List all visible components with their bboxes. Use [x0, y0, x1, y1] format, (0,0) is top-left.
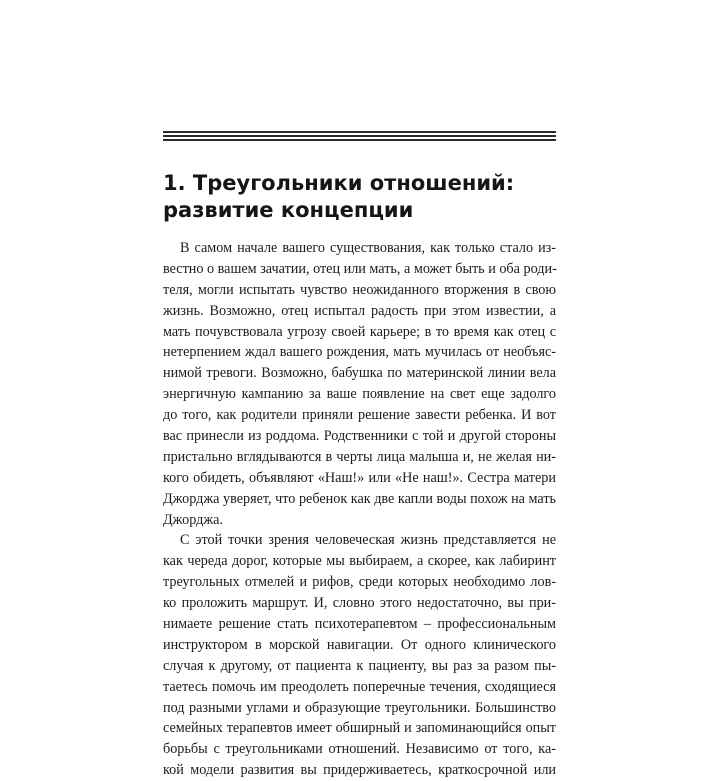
text-line: кого обидеть, объявляют «Наш!» или «Не наш!». Сестра матери — [163, 469, 556, 486]
text-line: кой модели развития вы придерживаетесь, краткосрочной или — [163, 762, 556, 779]
text-line: как череда дорог, которые мы выбираем, а скорее, как лабиринт — [163, 553, 556, 570]
rule-line — [163, 139, 556, 141]
text-line: инструктором в морской навигации. От одного клинического — [163, 636, 556, 653]
chapter-heading-line-1: 1. Треугольники отношений: — [163, 171, 515, 195]
text-line: пристально вглядываются в черты лица малыша и, не желая ни- — [163, 448, 556, 465]
chapter-top-rules — [163, 131, 556, 141]
text-line: Джорджа. — [163, 511, 223, 528]
text-line: таетесь помочь им преодолеть поперечные течения, сходящиеся — [163, 678, 556, 695]
text-line: В самом начале вашего существования, как только стало из- — [180, 240, 556, 256]
text-line: мать почувствовала угрозу своей карьере; в то время как отец с — [163, 323, 556, 340]
chapter-body — [163, 238, 556, 781]
text-line: теля, могли испытать чувство неожиданного вторжения в свою — [163, 281, 556, 298]
chapter-heading — [163, 170, 558, 224]
text-line: ко проложить маршрут. И, словно этого недостаточно, вы при- — [163, 595, 556, 612]
rule-line — [163, 135, 556, 137]
paragraph-1 — [163, 238, 556, 530]
text-line: нимаете решение стать психотерапевтом – профессиональным — [163, 616, 556, 633]
rule-line — [163, 131, 556, 133]
text-line: вестно о вашем зачатии, отец или мать, а может быть и оба роди- — [163, 260, 557, 277]
chapter-heading-line-2: развитие концепции — [163, 198, 414, 222]
text-line: энергичную кампанию за ваше появление на свет еще задолго — [163, 386, 556, 403]
paragraph-2 — [163, 530, 556, 781]
text-line: борьбы с треугольниками отношений. Независимо от того, ка- — [163, 741, 556, 758]
text-line: семейных терапевтов имеет обширный и запоминающийся опыт — [163, 720, 556, 737]
text-line: С этой точки зрения человеческая жизнь представляется не — [180, 532, 556, 549]
text-line: нимой тревоги. Возможно, бабушка по материнской линии вела — [163, 365, 556, 382]
text-line: под разными углами и образующие треугольники. Большинство — [163, 699, 556, 716]
text-line: Джорджа уверяет, что ребенок как две капли воды похож на мать — [163, 490, 556, 507]
text-line: жизнь. Возможно, отец испытал радость при этом известии, а — [163, 302, 556, 319]
text-line: до того, как родители приняли решение завести ребенка. И вот — [163, 407, 556, 424]
text-line: треугольных отмелей и рифов, среди которых необходимо лов- — [163, 574, 556, 591]
text-line: нетерпением ждал вашего рождения, мать мучилась от необъяс- — [163, 344, 556, 361]
text-line: случая к другому, от пациента к пациенту, вы раз за разом пы- — [163, 657, 556, 674]
text-line: вас принесли из роддома. Родственники с той и другой стороны — [163, 428, 556, 445]
